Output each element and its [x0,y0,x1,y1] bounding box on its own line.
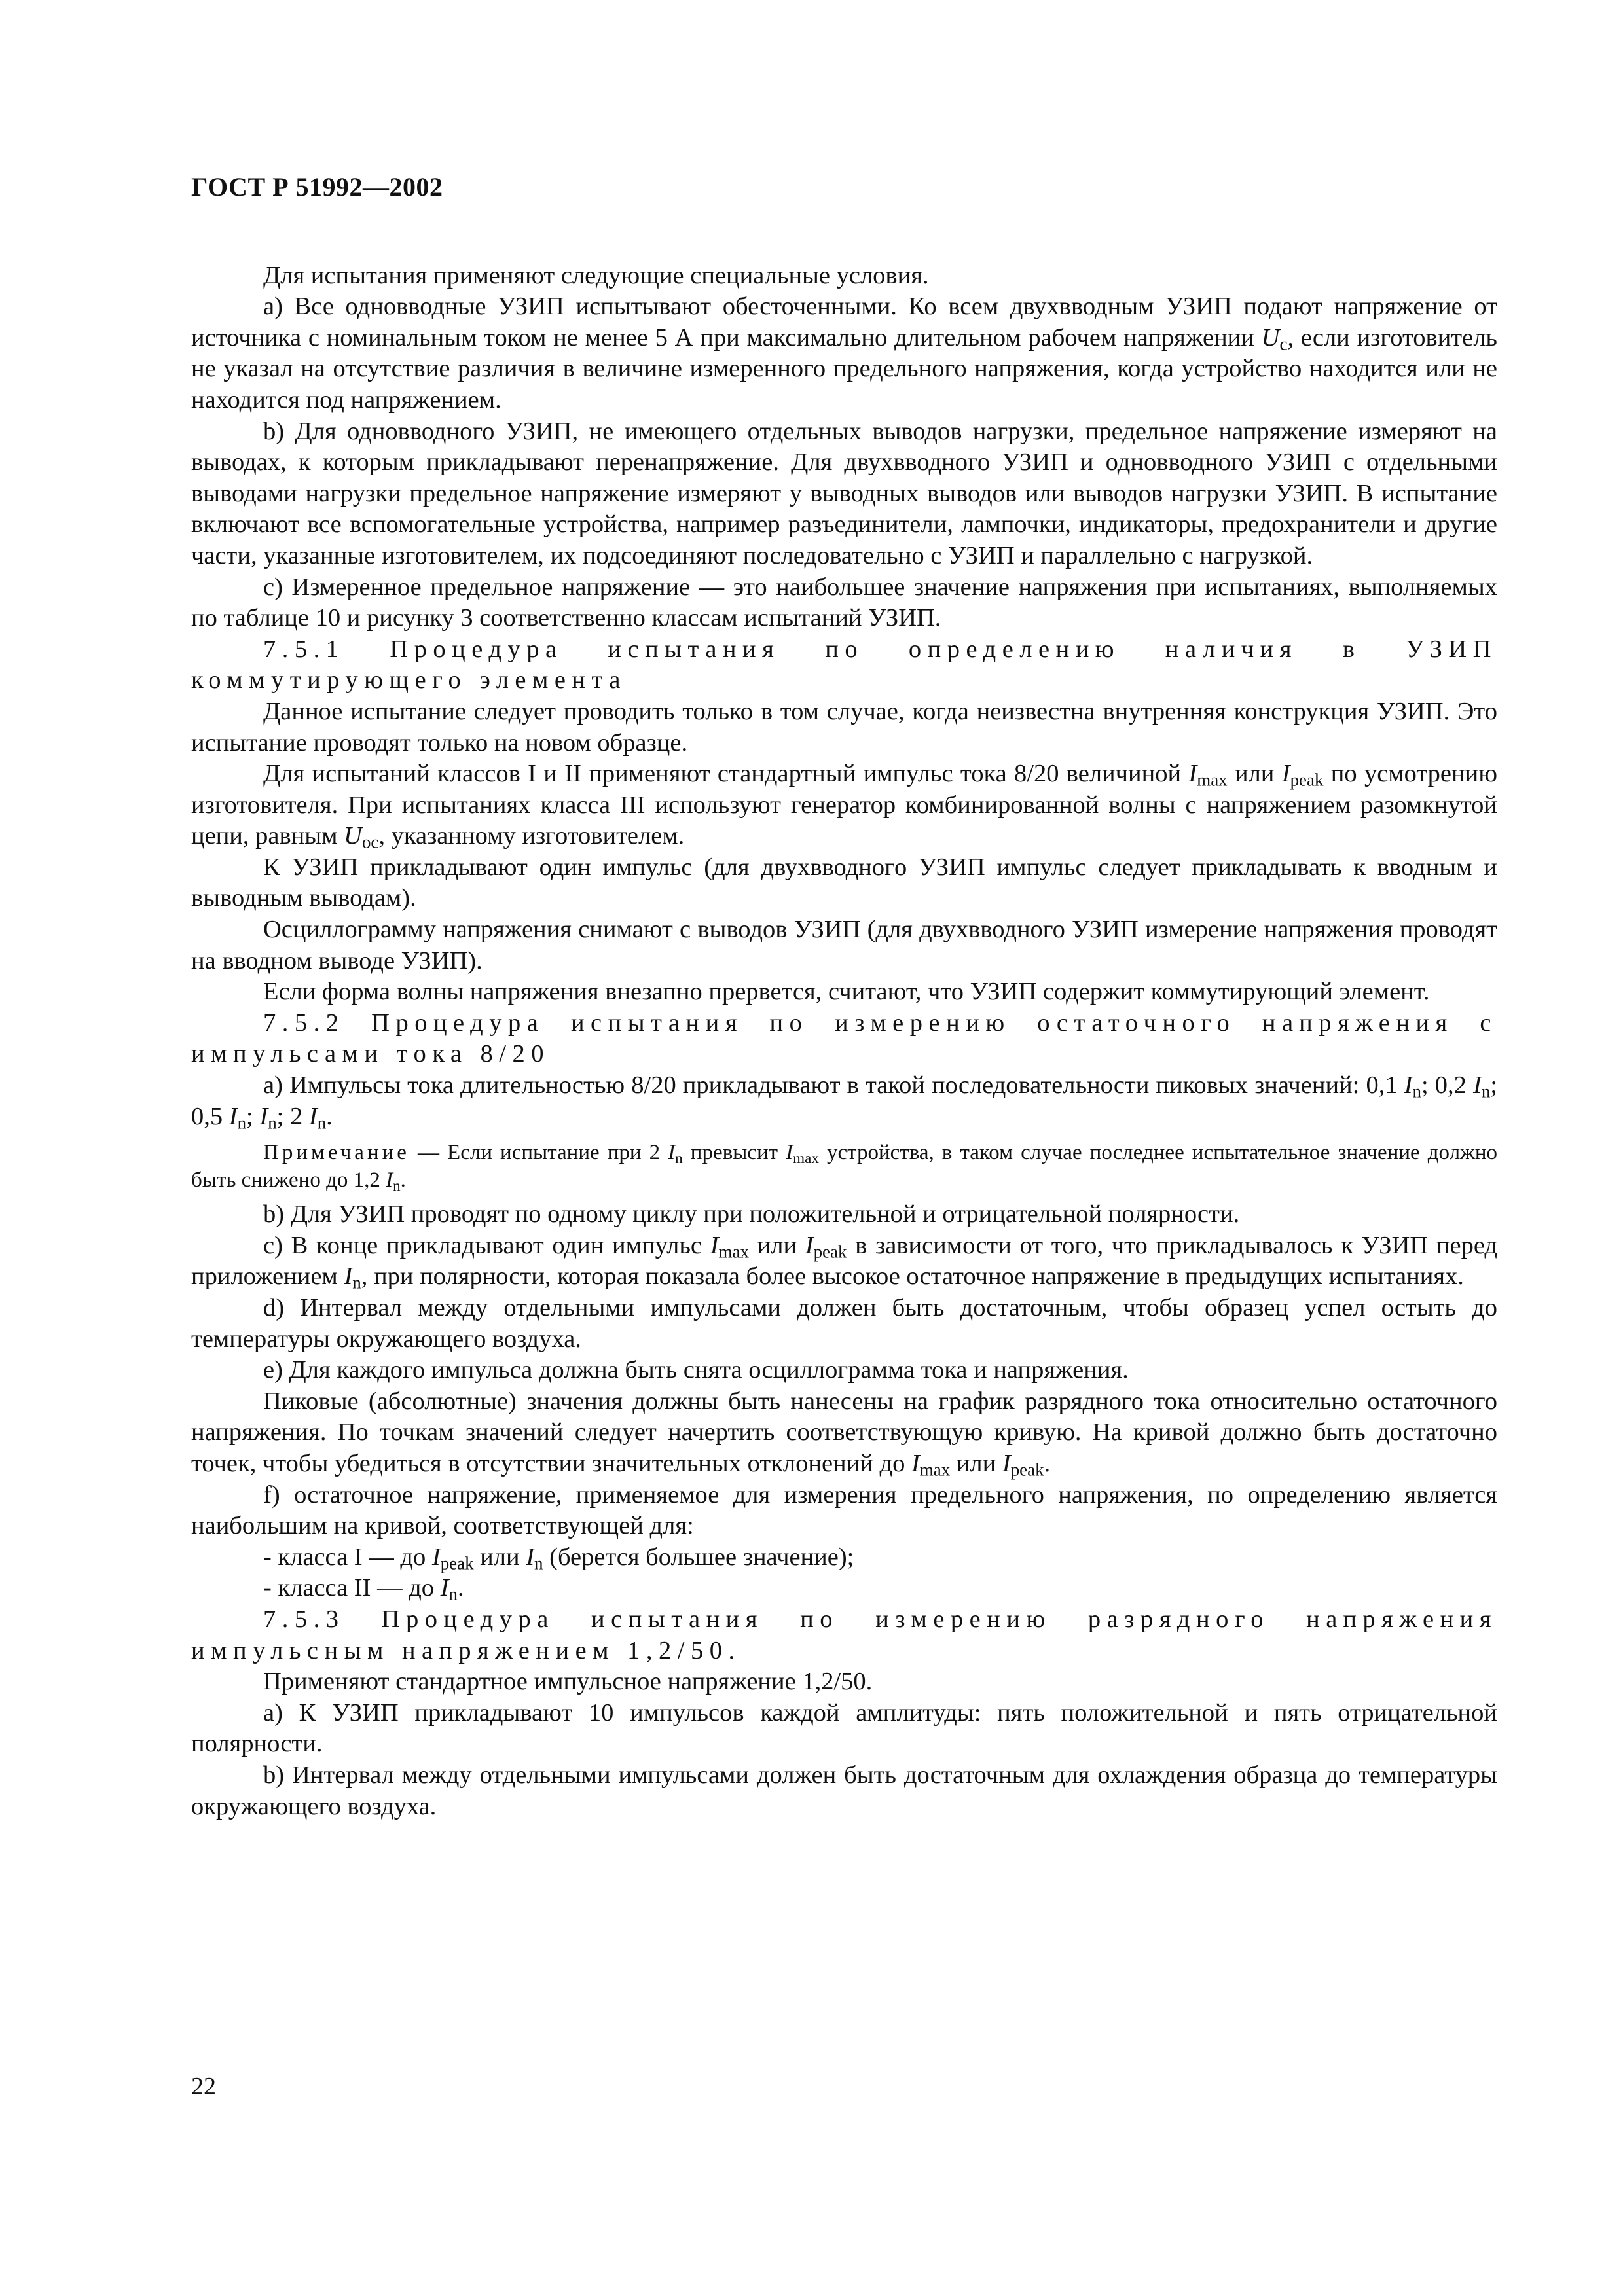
symbol-i: I [1404,1071,1413,1100]
paragraph-test-scope: Данное испытание следует проводить только в том случае, когда неизвестна внутренняя конструкция УЗИП. Это испытание проводят только на новом образце. [191,697,1497,757]
text: по усмотрению изготовителя. При испытаниях класса III используют генератор комбинированной волны с напряжением разомкнутой цепи, равным [191,760,1497,850]
paragraph-f-residual: f) остаточное напряжение, применяемое для измерения предельного напряжения, по определению является наибольшим на кривой, соответствующей для: [191,1480,1497,1540]
text: , указанному изготовителем. [378,822,685,850]
subscript: n [317,1113,327,1133]
text: ; 0,5 [191,1071,1497,1130]
subscript: n [534,1553,543,1573]
subscript: max [793,1149,819,1166]
paragraph-a-impulses [191,1070,1497,1132]
text: a) Все одновводные УЗИП испытывают обесточенными. Ко всем двухвводным УЗИП подают напряжение от источника с номинальным током не менее 5 А при максимально длительном рабочем напряжении [191,293,1497,351]
paragraph-d-interval: d) Интервал между отдельными импульсами должен быть достаточным, чтобы образец успел остыть до температуры окружающего воздуха. [191,1294,1497,1353]
subscript: c [1279,334,1288,354]
subscript: n [1481,1081,1491,1102]
text: или [748,1231,805,1259]
paragraph-a-ten-impulses: a) К УЗИП прикладывают 10 импульсов каждой амплитуды: пять положительной и пять отрицательной полярности. [191,1698,1497,1758]
paragraph-test-classes [191,759,1497,852]
text: a) Импульсы тока длительностью 8/20 прикладывают в такой последовательности пиковых значений: 0,1 [263,1071,1404,1100]
text: - класса II — до [263,1574,441,1602]
symbol-i: I [308,1102,318,1130]
section-heading-7-5-2: 7.5.2 Процедура испытания по измерению остаточного напряжения с импульсами тока 8/20 [191,1009,1497,1068]
document-page [191,171,1497,1822]
paragraph-waveform: Если форма волны напряжения внезапно прервется, считают, что УЗИП содержит коммутирующий элемент. [263,978,1430,1006]
symbol-i: I [228,1102,238,1130]
paragraph-intro: Для испытания применяют следующие специальные условия. [263,261,929,289]
symbol-u: U [1261,323,1280,351]
page-number: 22 [191,2073,216,2100]
text: ; 0,2 [1421,1071,1473,1100]
symbol-i: I [1188,760,1197,788]
text: . [457,1574,464,1602]
symbol-i: I [805,1231,814,1259]
symbol-i: I [259,1102,268,1130]
subscript: max [1197,770,1228,790]
symbol-u: U [344,822,362,850]
paragraph-c-conditions: c) Измеренное предельное напряжение — это наибольшее значение напряжения при испытаниях, выполняемых по таблице 10 и рисунку 3 соответственно классам испытаний УЗИП. [191,573,1497,632]
section-heading-7-5-1: 7.5.1 Процедура испытания по определению наличия в УЗИП коммутирующего элемента [191,635,1497,694]
subscript: n [268,1113,277,1133]
text: — Если испытание при 2 [409,1141,668,1165]
paragraph-a-conditions [191,291,1497,416]
paragraph-e-oscillogram: e) Для каждого импульса должна быть снята осциллограмма тока и напряжения. [263,1356,1129,1384]
list-item-class-2 [191,1573,1497,1604]
symbol-i: I [440,1574,449,1602]
note [191,1139,1497,1194]
text: устройства, в таком случае последнее испытательное значение должно быть снижено до 1,2 [191,1141,1497,1193]
subscript: peak [1010,1460,1044,1480]
subscript: n [393,1176,401,1194]
text: c) В конце прикладывают один импульс [263,1231,710,1259]
subscript: oc [361,833,379,853]
note-label: Примечание [263,1141,410,1165]
paragraph-b-conditions: b) Для одновводного УЗИП, не имеющего отдельных выводов нагрузки, предельное напряжение измеряют на выводах, к которым прикладывают перенапряжение. Для двухвводного УЗИП и одновводного УЗИП с отдельными выводами нагрузки предельное напряжение измеряют у выводных выводов или выводов нагрузки УЗИП. В испытание включают все вспомогательные устройства, например разъединители, лампочки, индикаторы, предохранители и другие части, указанные изготовителем, их подсоединяют последовательно с УЗИП и параллельно с нагрузкой. [191,417,1497,569]
symbol-i: I [386,1168,393,1193]
text: Для испытаний классов I и II применяют стандартный импульс тока 8/20 величиной [263,760,1189,788]
symbol-i: I [431,1543,441,1571]
section-heading-7-5-3: 7.5.3 Процедура испытания по измерению разрядного напряжения импульсным напряжением 1,2/50. [191,1605,1497,1664]
paragraph-c-final-impulse [191,1230,1497,1293]
text: - класса I — до [263,1543,432,1571]
text: . [1044,1449,1051,1477]
subscript: n [352,1273,361,1293]
symbol-i: I [668,1141,676,1165]
text: (берется большее значение); [543,1543,854,1571]
text: или [950,1449,1002,1477]
text: . [326,1102,333,1130]
symbol-i: I [710,1231,719,1259]
text: в зависимости от того, что прикладывалось к УЗИП перед приложением [191,1231,1498,1291]
subscript: peak [440,1553,474,1573]
paragraph-standard-impulse: Применяют стандартное импульсное напряжение 1,2/50. [263,1668,873,1696]
subscript: n [1412,1081,1421,1102]
list-item-class-1 [191,1542,1497,1573]
subscript: max [919,1460,951,1480]
text: . [400,1168,406,1193]
paragraph-b-polarity: b) Для УЗИП проводят по одному циклу при положительной и отрицательной полярности. [263,1200,1240,1229]
paragraph-peak-values [191,1386,1497,1480]
text: или [1227,760,1282,788]
subscript: peak [1290,770,1324,790]
symbol-i: I [344,1263,353,1291]
symbol-i: I [1002,1449,1011,1477]
paragraph-b-cooling-interval: b) Интервал между отдельными импульсами должен быть достаточным для охлаждения образца до температуры окружающего воздуха. [191,1761,1497,1820]
subscript: max [718,1242,749,1262]
subscript: n [237,1113,247,1133]
paragraph-impulse: К УЗИП прикладывают один импульс (для двухвводного УЗИП импульс следует прикладывать к вводным и выводным выводам). [191,853,1497,912]
text: Пиковые (абсолютные) значения должны быть нанесены на график разрядного тока относительно остаточного напряжения. По точкам значений следует начертить соответствующую кривую. На кривой должно быть достаточно точек, чтобы убедиться в отсутствии значительных отклонений до [191,1387,1497,1477]
text: ; 2 [276,1102,309,1130]
text: ; [246,1102,260,1130]
text: превысит [682,1141,786,1165]
symbol-i: I [786,1141,793,1165]
text: или [473,1543,526,1571]
text: , при полярности, которая показала более высокое остаточное напряжение в предыдущих испытаниях. [361,1263,1464,1291]
subscript: n [675,1149,683,1166]
paragraph-oscillogram: Осциллограмму напряжения снимают с выводов УЗИП (для двухвводного УЗИП измерение напряжения проводят на вводном выводе УЗИП). [191,916,1497,975]
symbol-i: I [1473,1071,1482,1100]
subscript: peak [813,1242,847,1262]
document-header: ГОСТ Р 51992—2002 [191,172,443,202]
subscript: n [448,1585,458,1605]
text: , если изготовитель не указал на отсутствие различия в величине измеренного предельного напряжения, когда устройство находится или не находится под напряжением. [191,323,1497,414]
symbol-i: I [526,1543,535,1571]
symbol-i: I [911,1449,920,1477]
symbol-i: I [1281,760,1290,788]
